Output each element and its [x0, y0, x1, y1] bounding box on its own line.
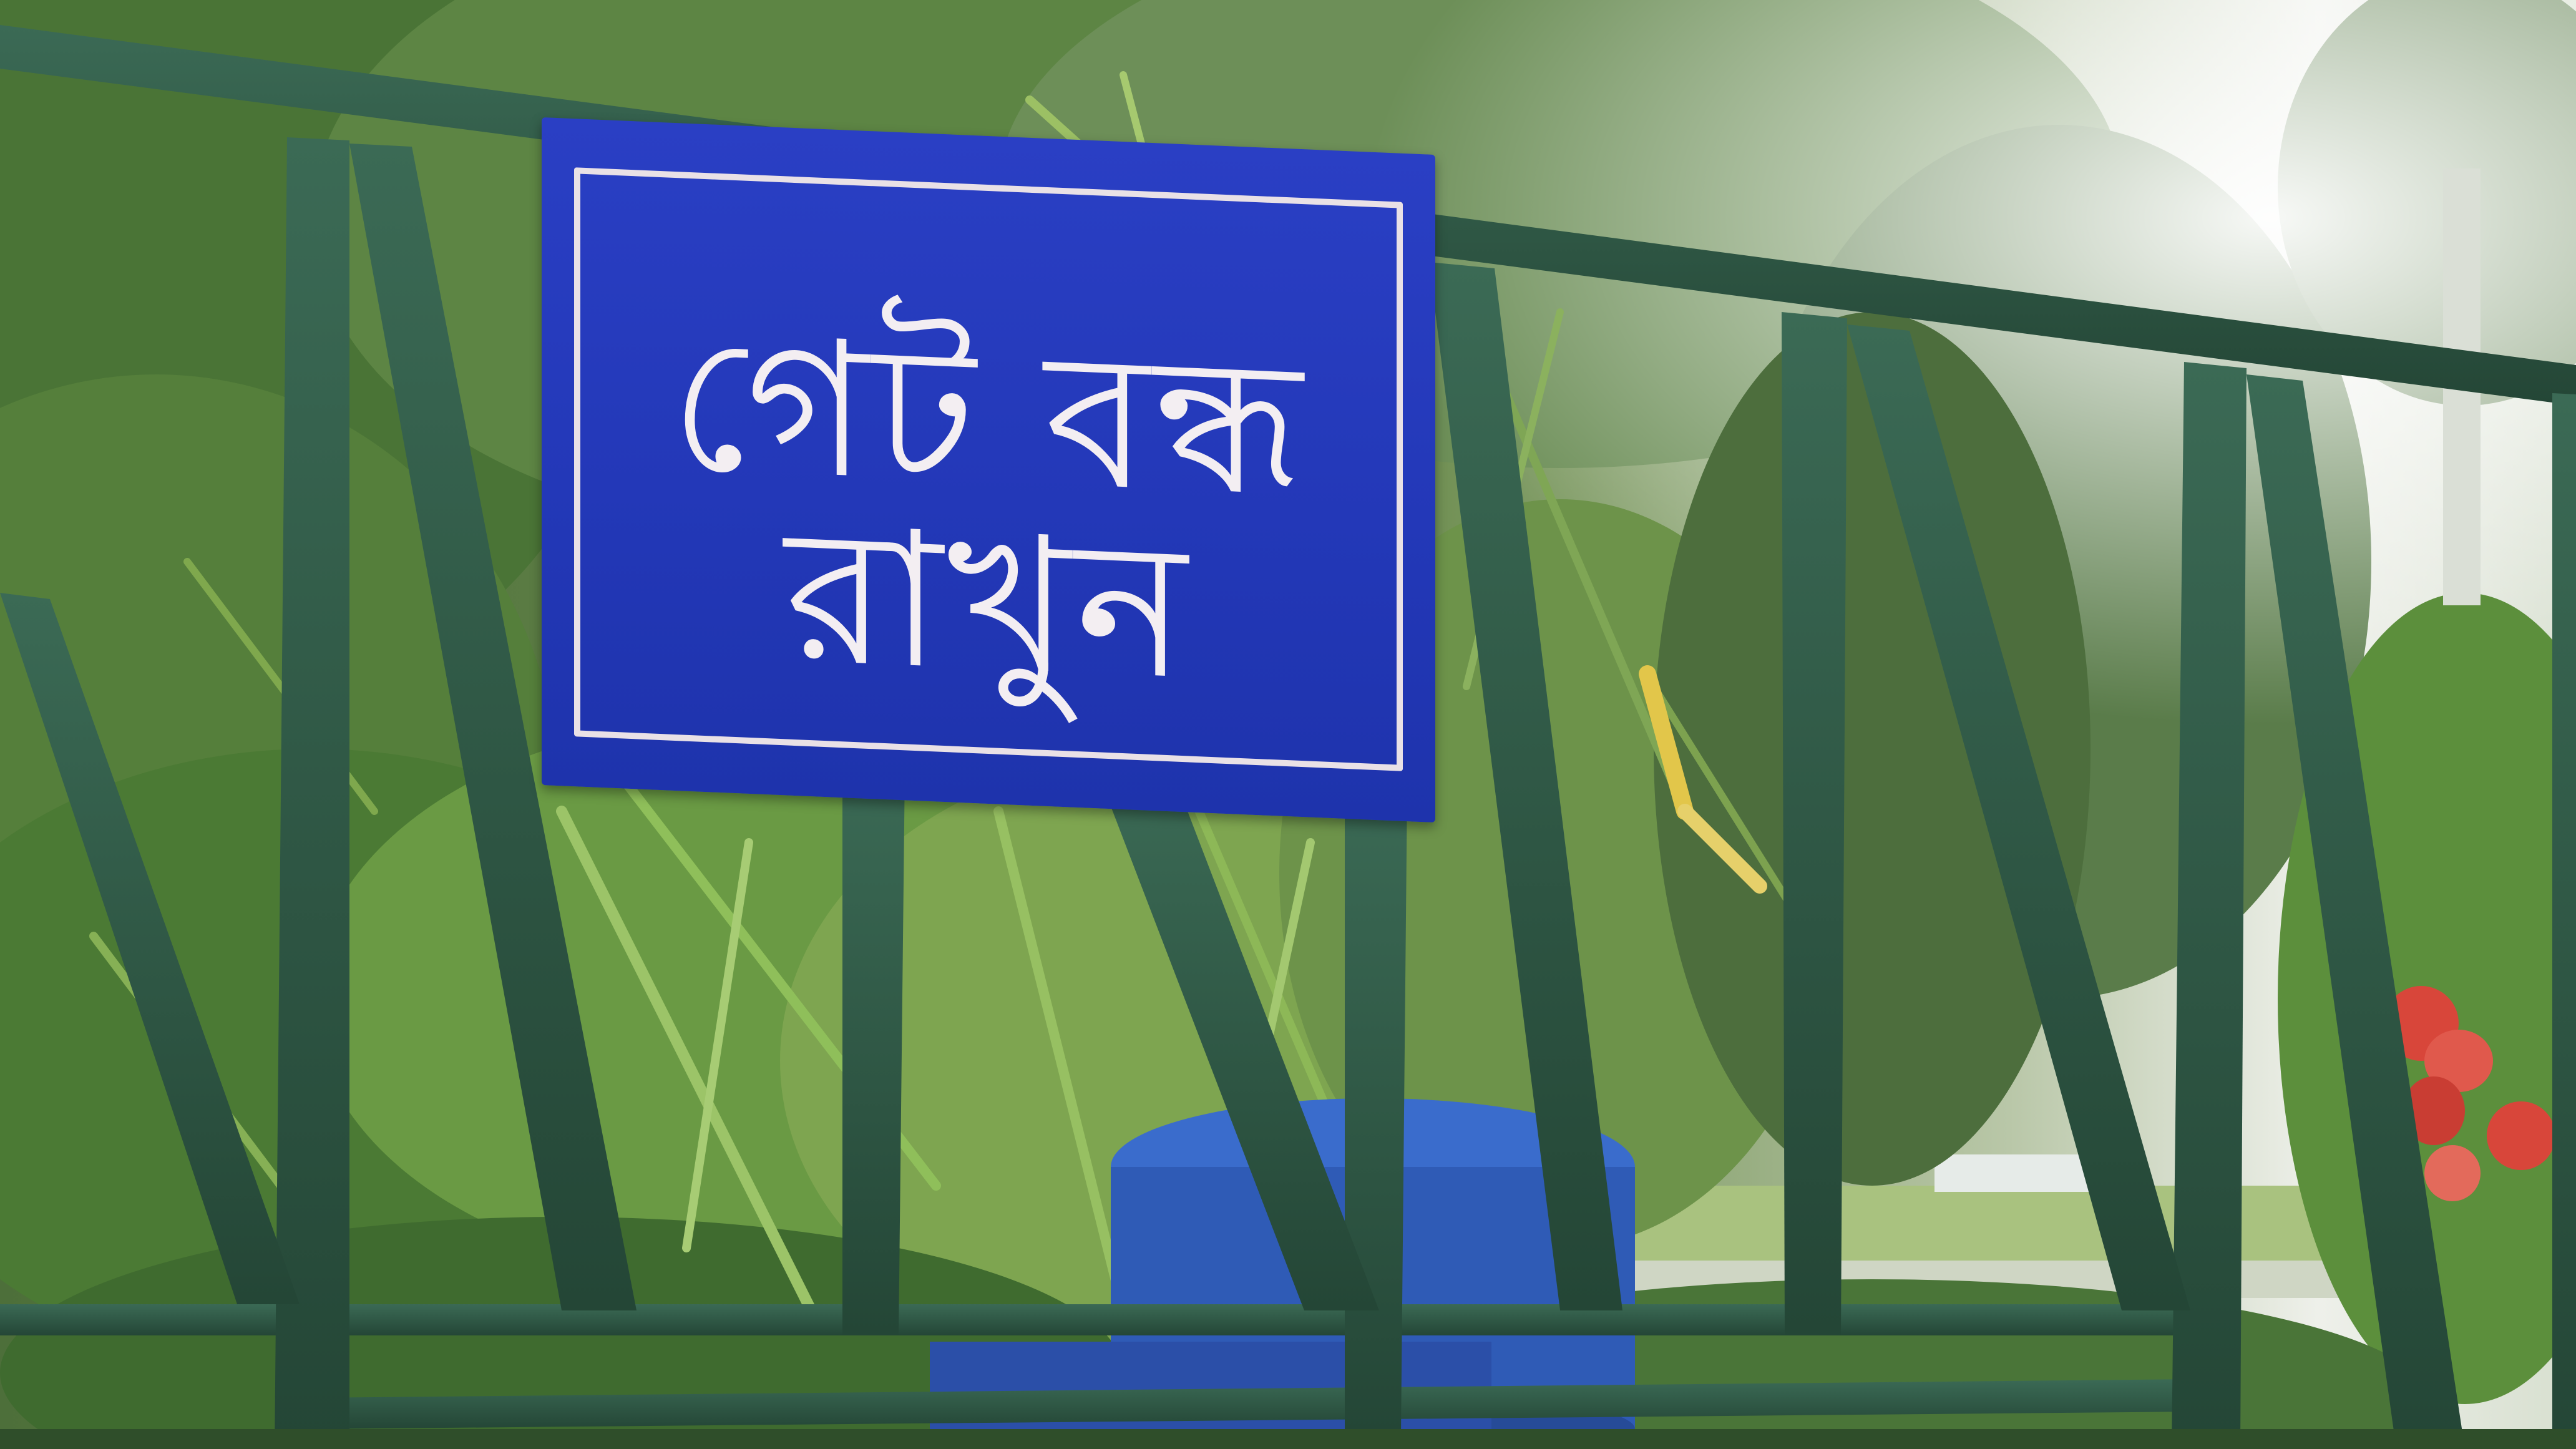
ground	[0, 1429, 2576, 1449]
sign-text: গেট বন্ধ রাখুন	[670, 294, 1307, 721]
gate-sign	[542, 117, 1435, 822]
